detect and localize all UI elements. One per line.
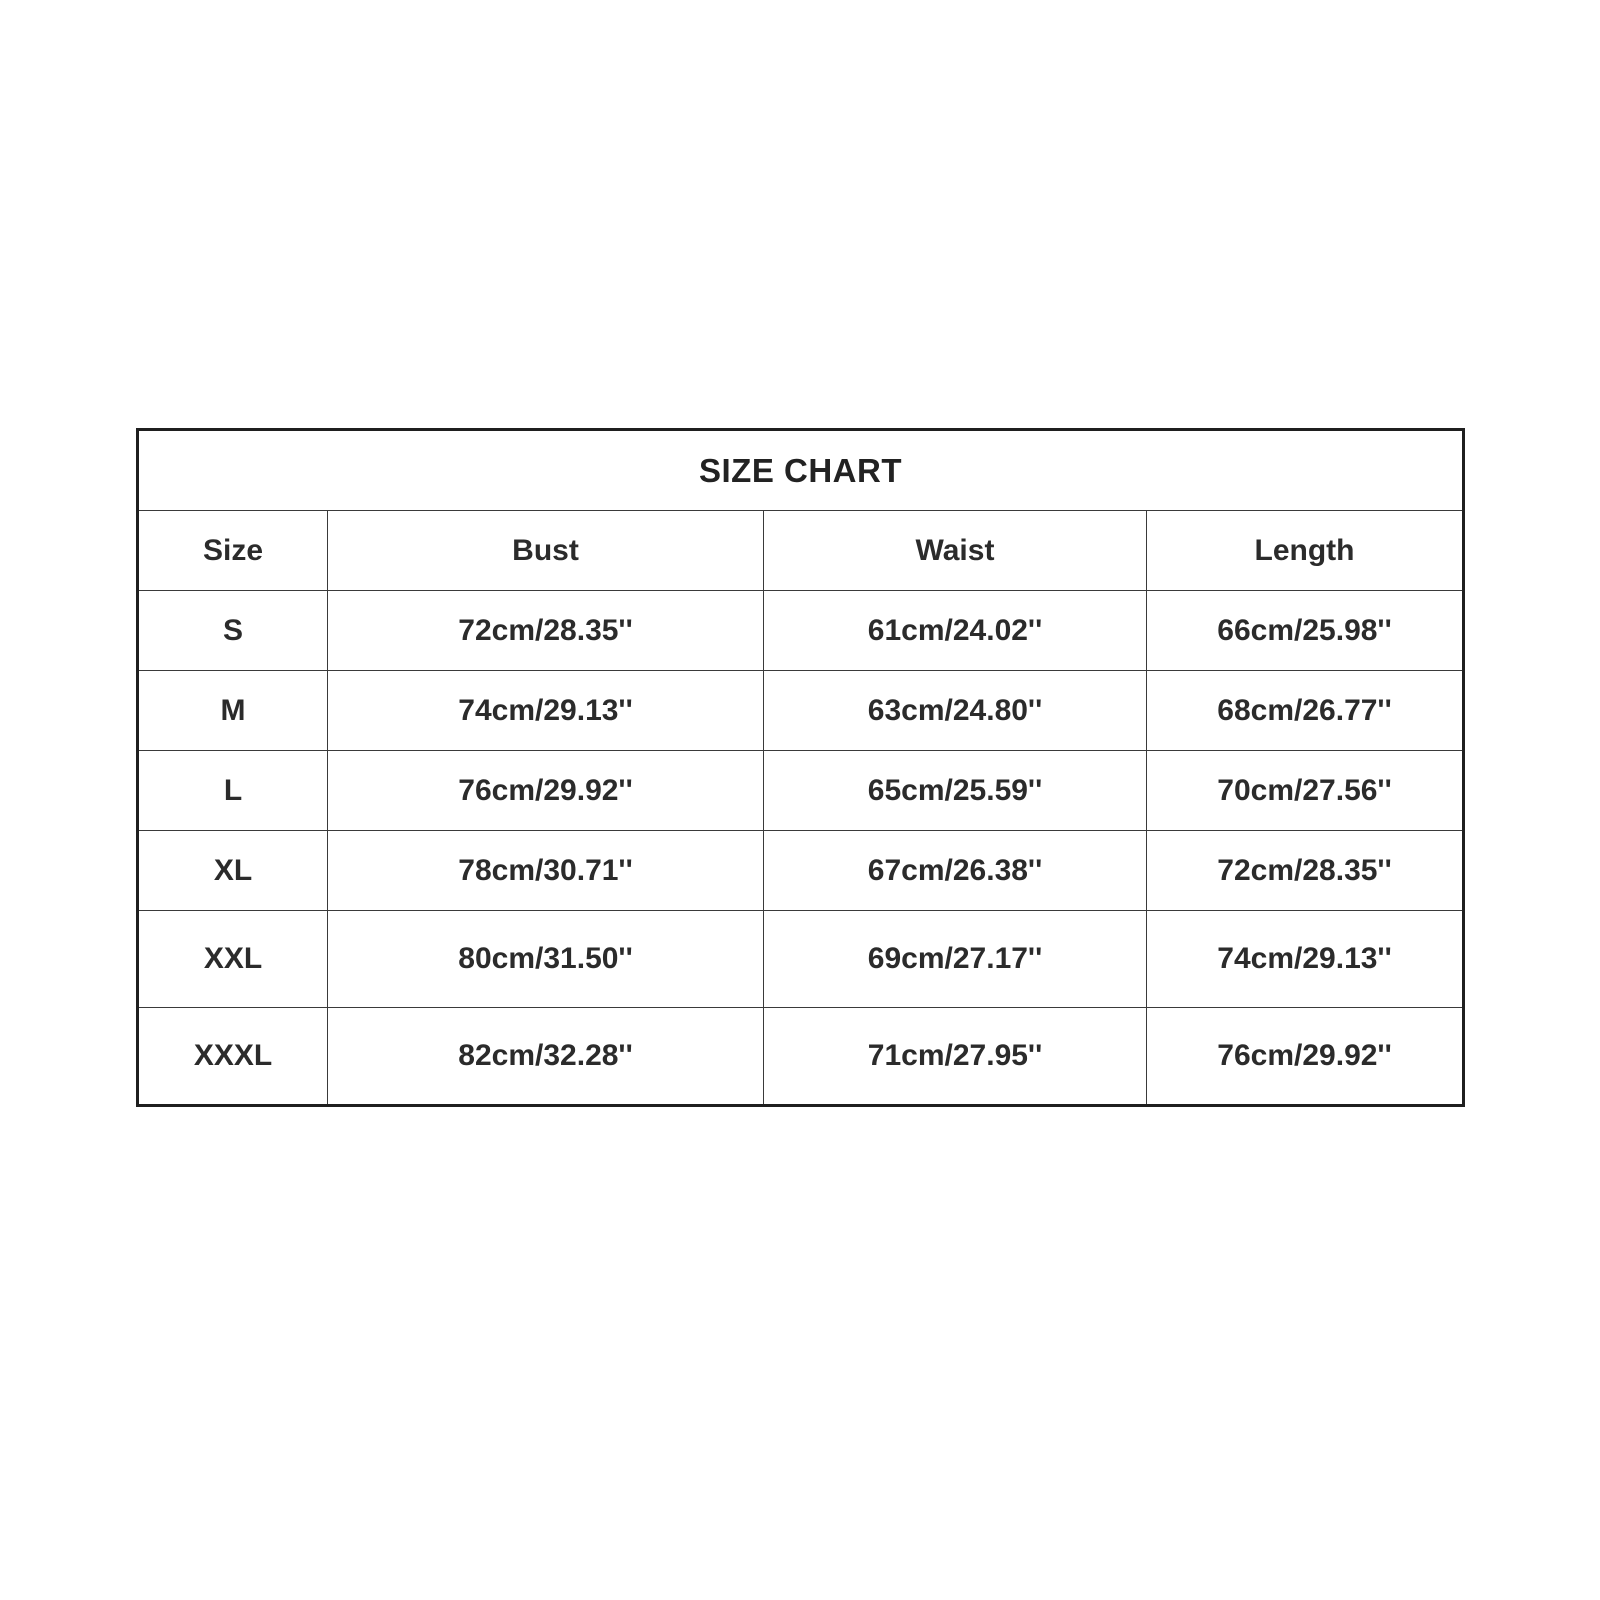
column-header-waist: Waist xyxy=(764,511,1147,591)
cell-bust: 82cm/32.28'' xyxy=(328,1008,764,1106)
cell-waist: 65cm/25.59'' xyxy=(764,751,1147,831)
cell-length: 68cm/26.77'' xyxy=(1147,671,1464,751)
table-row-l xyxy=(138,751,1464,831)
cell-length: 76cm/29.92'' xyxy=(1147,1008,1464,1106)
column-header-length: Length xyxy=(1147,511,1464,591)
size-chart-table xyxy=(136,428,1465,1107)
cell-bust: 78cm/30.71'' xyxy=(328,831,764,911)
cell-bust: 72cm/28.35'' xyxy=(328,591,764,671)
column-header-size: Size xyxy=(138,511,328,591)
table-row-m xyxy=(138,671,1464,751)
cell-bust: 74cm/29.13'' xyxy=(328,671,764,751)
cell-size: XL xyxy=(138,831,328,911)
cell-size: L xyxy=(138,751,328,831)
cell-size: M xyxy=(138,671,328,751)
cell-size: XXXL xyxy=(138,1008,328,1106)
cell-waist: 61cm/24.02'' xyxy=(764,591,1147,671)
table-row-xxl xyxy=(138,911,1464,1008)
cell-length: 74cm/29.13'' xyxy=(1147,911,1464,1008)
title-row xyxy=(138,430,1464,511)
cell-size: XXL xyxy=(138,911,328,1008)
cell-length: 72cm/28.35'' xyxy=(1147,831,1464,911)
cell-length: 66cm/25.98'' xyxy=(1147,591,1464,671)
table-title: SIZE CHART xyxy=(138,430,1464,511)
cell-bust: 76cm/29.92'' xyxy=(328,751,764,831)
header-row xyxy=(138,511,1464,591)
cell-length: 70cm/27.56'' xyxy=(1147,751,1464,831)
cell-size: S xyxy=(138,591,328,671)
table-row-xxxl xyxy=(138,1008,1464,1106)
cell-waist: 67cm/26.38'' xyxy=(764,831,1147,911)
column-header-bust: Bust xyxy=(328,511,764,591)
table-row-xl xyxy=(138,831,1464,911)
cell-bust: 80cm/31.50'' xyxy=(328,911,764,1008)
cell-waist: 71cm/27.95'' xyxy=(764,1008,1147,1106)
table-row-s xyxy=(138,591,1464,671)
cell-waist: 69cm/27.17'' xyxy=(764,911,1147,1008)
cell-waist: 63cm/24.80'' xyxy=(764,671,1147,751)
